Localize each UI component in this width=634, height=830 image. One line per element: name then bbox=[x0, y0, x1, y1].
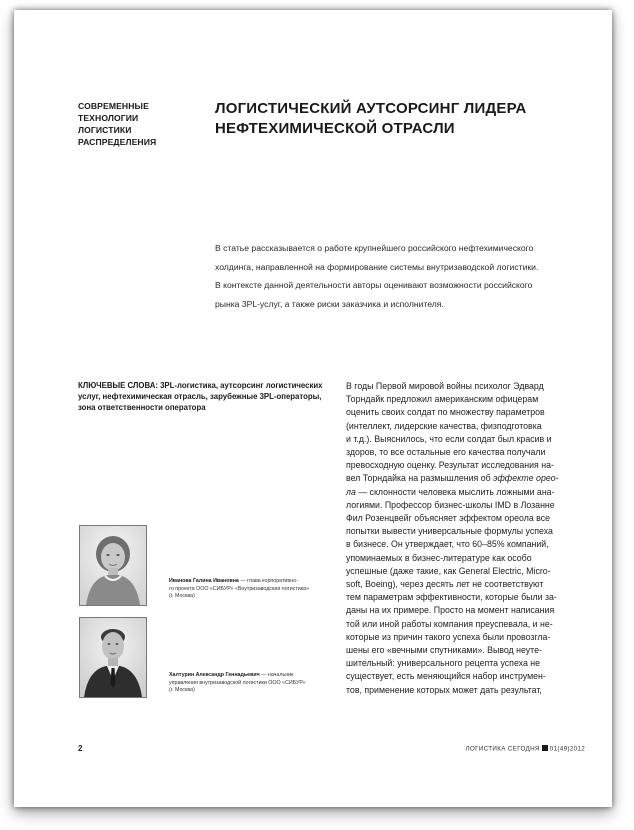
body-line: которые из причин такого успеха были провозгла- bbox=[346, 631, 551, 642]
rubric-line: СОВРЕМЕННЫЕ bbox=[78, 101, 149, 111]
body-line: в бизнесе. Он утверждает, что 60–85% компаний, bbox=[346, 539, 549, 550]
body-line: здоров, то все остальные его качества получали bbox=[346, 447, 546, 458]
body-line: тем параметрам эффективности, которые были за- bbox=[346, 592, 557, 603]
journal-page bbox=[14, 10, 612, 807]
article-body bbox=[346, 380, 606, 697]
title-line: ЛОГИСТИЧЕСКИЙ АУТСОРСИНГ ЛИДЕРА bbox=[215, 100, 527, 117]
section-rubric bbox=[78, 100, 198, 148]
body-line: Фил Розенцвейг объясняет эффектом ореола все bbox=[346, 513, 551, 524]
body-line: В годы Первой мировой войны психолог Эдвард bbox=[346, 381, 544, 391]
body-line: логиями. Профессор бизнес-школы IMD в Лозанне bbox=[346, 499, 555, 510]
author-role: — начальник bbox=[259, 672, 294, 678]
journal-footer bbox=[465, 745, 585, 753]
body-fragment: вел Торндайка на размышления об bbox=[346, 473, 494, 484]
body-line: упоминаемых в бизнес-литературе как особо bbox=[346, 552, 532, 563]
body-line: шительный: универсального рецепта успеха не bbox=[346, 658, 541, 669]
abstract-line: рынка 3PL-услуг, а также риски заказчика и исполнителя. bbox=[215, 298, 444, 309]
body-line: той или иной работы компания преуспевала, и не- bbox=[346, 618, 553, 629]
rubric-line: ТЕХНОЛОГИИ bbox=[78, 113, 139, 123]
body-fragment: — склонности человека мыслить ложными ана- bbox=[355, 486, 555, 497]
author-line bbox=[169, 578, 339, 586]
author-line bbox=[169, 672, 339, 680]
abstract-line: В контексте данной деятельности авторы оценивают возможности российского bbox=[215, 280, 533, 290]
italic-term: ла bbox=[346, 486, 356, 497]
keywords-text: 3PL-логистика, аутсорсинг логистических bbox=[160, 381, 323, 390]
author-photo-ivanova bbox=[79, 525, 147, 606]
body-line: шены его «вечными спутниками». Вывод неуте- bbox=[346, 645, 542, 656]
keywords-label: КЛЮЧЕВЫЕ СЛОВА: bbox=[78, 381, 158, 390]
author-name: Халтурин Александр Геннадьевич bbox=[169, 672, 260, 678]
keywords-line: услуг, нефтехимическая отрасль, зарубежные 3PL-операторы, bbox=[78, 392, 322, 401]
square-separator-icon bbox=[542, 745, 548, 751]
keywords-line: зона ответственности оператора bbox=[78, 403, 206, 412]
title-line: НЕФТЕХИМИЧЕСКОЙ ОТРАСЛИ bbox=[215, 120, 455, 137]
body-line: превосходную оценку. Результат исследования на- bbox=[346, 460, 554, 471]
author-photo-khalturin bbox=[79, 617, 147, 698]
author-line: управления внутризаводской логистики ООО «СИБУР» bbox=[169, 679, 306, 686]
author-line: (г. Москва) bbox=[169, 687, 195, 694]
rubric-line: ЛОГИСТИКИ bbox=[78, 125, 132, 135]
body-line: успешные (даже такие, как General Electric, Micro- bbox=[346, 565, 551, 576]
author-line: (г. Москва) bbox=[169, 593, 195, 600]
portrait-woman-icon bbox=[80, 526, 146, 605]
body-line: Торндайк предложил американским офицерам bbox=[346, 394, 539, 405]
body-line: оценить своих солдат по множеству параметров bbox=[346, 407, 545, 418]
author-role: — глава корпоративно- bbox=[238, 578, 298, 584]
journal-issue: 01(49)2012 bbox=[549, 745, 585, 753]
page-number: 2 bbox=[78, 744, 83, 753]
body-line bbox=[346, 486, 606, 499]
abstract-line: холдинга, направленной на формирование системы внутризаводской логистики. bbox=[215, 261, 539, 272]
body-line: существует, есть меняющийся набор инструмен- bbox=[346, 671, 546, 682]
body-line: даны на их примере. Просто на момент написания bbox=[346, 605, 555, 616]
keywords-line bbox=[78, 380, 338, 391]
journal-name: ЛОГИСТИКА СЕГОДНЯ bbox=[465, 745, 540, 753]
body-line bbox=[346, 472, 606, 485]
author-name: Иванова Галина Ивановна bbox=[169, 578, 239, 584]
italic-term: эффекте ореo- bbox=[493, 473, 559, 484]
rubric-line: РАСПРЕДЕЛЕНИЯ bbox=[78, 137, 157, 147]
body-line: (интеллект, лидерские качества, физподготовка bbox=[346, 420, 542, 431]
body-line: попытки вывести универсальные формулы успеха bbox=[346, 526, 553, 537]
abstract-line: В статье рассказывается о работе крупнейшего российского нефтехимического bbox=[215, 243, 534, 253]
author-info-khalturin bbox=[169, 672, 339, 695]
body-line: тов, применение которых может дать результат, bbox=[346, 684, 542, 695]
body-line: soft, Boeing), через десять лет не соответствуют bbox=[346, 579, 544, 590]
portrait-man-icon bbox=[80, 618, 146, 697]
article-title bbox=[215, 99, 595, 139]
body-line: и т.д.). Выяснилось, что если солдат был красив и bbox=[346, 433, 552, 444]
author-line: го проекта ООО «СИБУР» «Внутризаводская логистика» bbox=[169, 585, 310, 592]
article-abstract bbox=[215, 239, 605, 313]
author-info-ivanova bbox=[169, 578, 339, 601]
keywords-block bbox=[78, 380, 338, 413]
